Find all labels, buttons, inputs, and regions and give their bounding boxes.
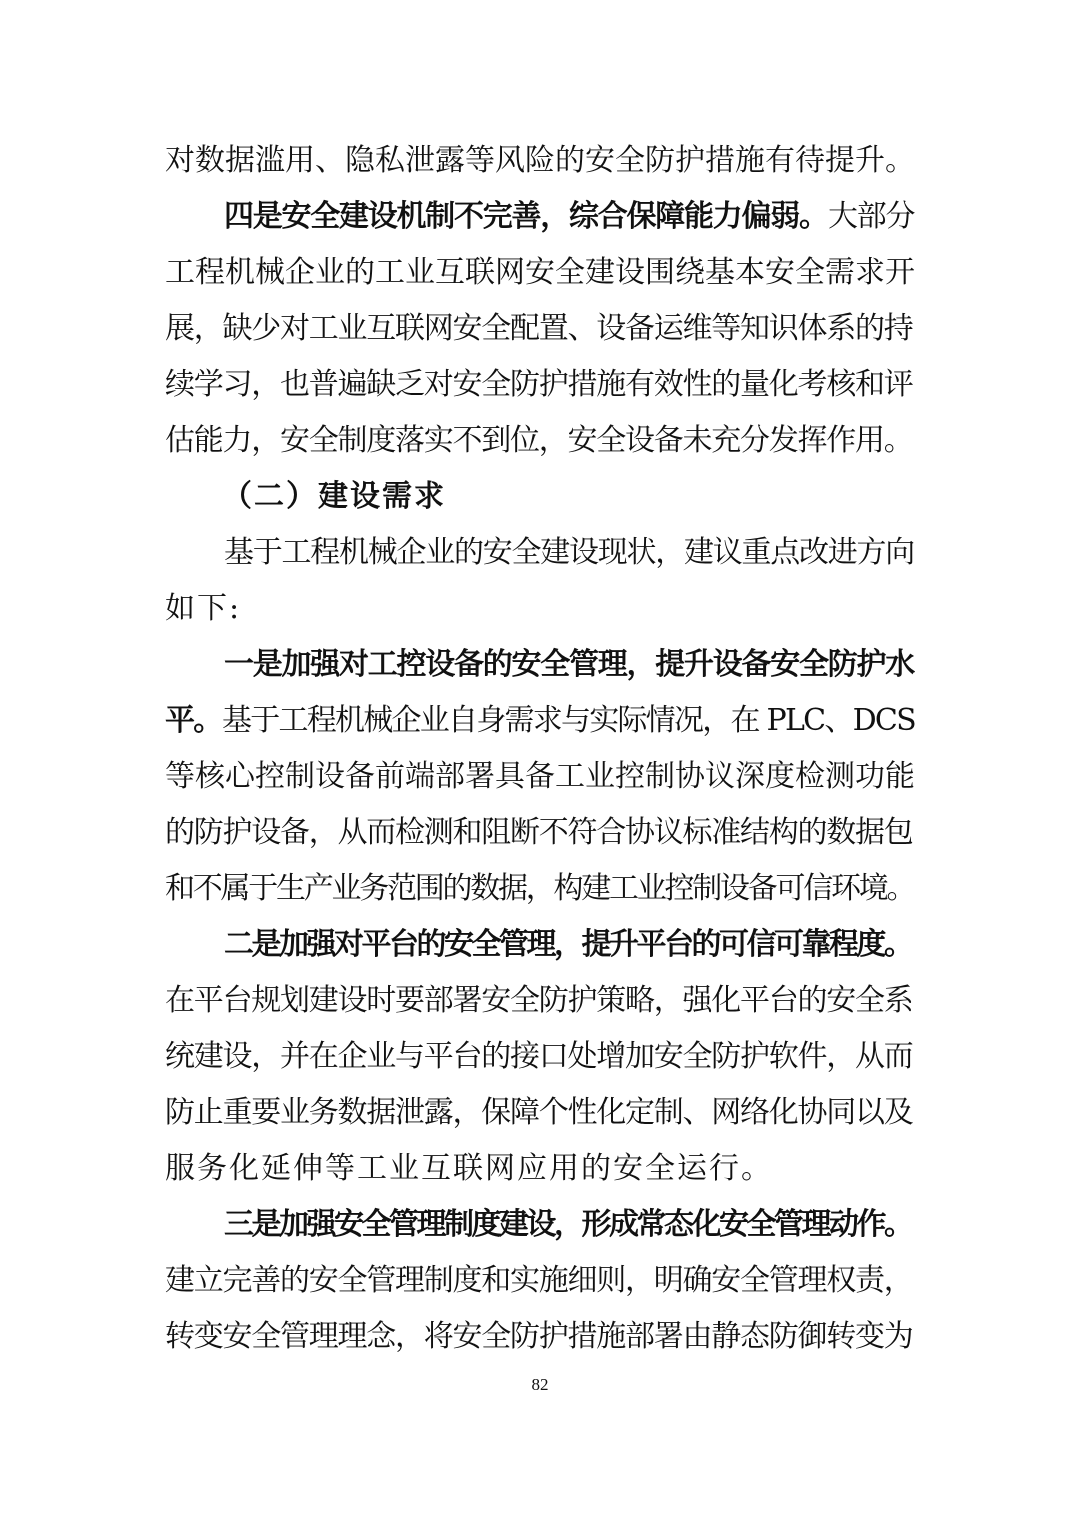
body-text: 和不属于生产业务范围的数据，构建工业控制设备可信环境。 [165,871,915,906]
body-text: 基于工程机械企业的安全建设现状，建议重点改进方向 [224,535,914,570]
body-text: 续学习，也普遍缺乏对安全防护措施有效性的量化考核和评 [165,367,913,402]
paragraph-line [0,250,1080,296]
paragraph-line [0,194,1080,240]
body-text: 等核心控制设备前端部署具备工业控制协议深度检测功能 [165,759,915,794]
body-text: 在平台规划建设时要部署安全防护策略，强化平台的安全系 [165,983,913,1018]
paragraph-line [0,530,1080,576]
paragraph-line [0,1314,1080,1360]
body-text: 转变安全管理理念，将安全防护措施部署由静态防御转变为 [165,1319,913,1354]
body-text: 基于工程机械企业自身需求与实际情况，在 PLC、DCS [222,703,915,738]
paragraph-heading: 三是加强安全管理制度建设，形成常态化安全管理动作。 [224,1207,912,1242]
paragraph-line [0,1258,1080,1304]
body-text: 如下: [165,591,242,626]
paragraph-line [0,866,1080,912]
paragraph-line [0,138,1080,184]
paragraph-line [0,810,1080,856]
paragraph-heading: 平。 [165,703,222,738]
body-text: 建立完善的安全管理制度和实施细则，明确安全管理权责， [165,1263,913,1298]
body-text: 对数据滥用、隐私泄露等风险的安全防护措施有待提升。 [165,143,915,178]
paragraph-line [0,418,1080,464]
section-heading-text: （二）建设需求 [222,479,446,514]
page-number: 82 [531,1375,549,1394]
paragraph-line [0,1146,1080,1192]
body-text: 防止重要业务数据泄露，保障个性化定制、网络化协同以及 [165,1095,913,1130]
body-text: 服务化延伸等工业互联网应用的安全运行。 [165,1151,773,1186]
section-heading [0,474,1080,520]
paragraph-line [0,754,1080,800]
paragraph-line [0,362,1080,408]
paragraph-line [0,1202,1080,1248]
paragraph-line [0,922,1080,968]
body-text: 的防护设备，从而检测和阻断不符合协议标准结构的数据包 [165,815,913,850]
body-text: 展，缺少对工业互联网安全配置、设备运维等知识体系的持 [165,311,913,346]
paragraph-line [0,1090,1080,1136]
paragraph-line [0,586,1080,632]
body-text: 统建设，并在企业与平台的接口处增加安全防护软件，从而 [165,1039,913,1074]
paragraph-heading: 二是加强对平台的安全管理，提升平台的可信可靠程度。 [224,927,912,962]
body-text: 工程机械企业的工业互联网安全建设围绕基本安全需求开 [165,255,915,290]
body-text: 大部分 [828,199,915,234]
paragraph-heading: 一是加强对工控设备的安全管理，提升设备安全防护水 [224,647,914,682]
paragraph-line [0,978,1080,1024]
paragraph-line [0,642,1080,688]
paragraph-heading: 四是安全建设机制不完善，综合保障能力偏弱。 [224,199,828,234]
paragraph-line [0,1034,1080,1080]
paragraph-line [0,698,1080,744]
body-text: 估能力，安全制度落实不到位，安全设备未充分发挥作用。 [165,423,913,458]
paragraph-line [0,306,1080,352]
